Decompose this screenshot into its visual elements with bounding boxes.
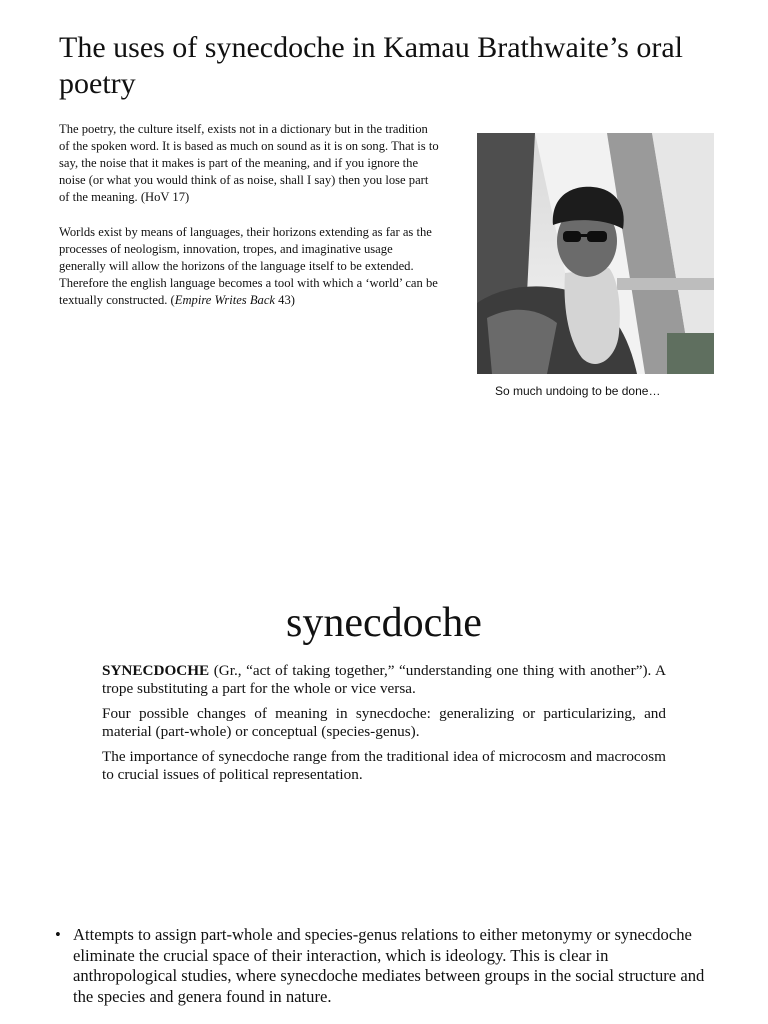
quote-hov: The poetry, the culture itself, exists not in a dictionary but in the tradition of the spoken word. It is based as much on sound as it is on song. That is to say, the noise that it makes is part of the meaning, and if you ignore the noise (or what you would think of as noise, shall I say) then you lose part of the meaning. (HoV 17) xyxy=(59,122,439,204)
slide-title: synecdoche xyxy=(286,600,482,646)
slide-title: The uses of synecdoche in Kamau Brathwaite’s oral poetry xyxy=(59,31,683,100)
definition-paragraph: Four possible changes of meaning in synecdoche: generalizing or particularizing, and material (part-whole) or conceptual (species-genus). xyxy=(102,705,666,740)
definition-term: SYNECDOCHE xyxy=(102,662,210,679)
quote-page: 43) xyxy=(275,293,295,307)
definition-paragraph: The importance of synecdoche range from the traditional idea of microcosm and macrocosm to crucial issues of political representation. xyxy=(102,748,666,783)
definition-text: (Gr., “act of taking together,” “understanding one thing with another”). A trope substituting a part for the whole or vice versa. xyxy=(102,662,666,697)
bullet-item xyxy=(55,925,715,1007)
portrait-photo xyxy=(477,133,714,374)
photo-caption: So much undoing to be done… xyxy=(495,384,661,398)
quote-empire-writes-back xyxy=(59,224,441,309)
definition-list xyxy=(102,662,666,791)
slide-brathwaite xyxy=(0,0,768,420)
quote-text: Worlds exist by means of languages, their horizons extending as far as the processes of neologism, innovation, tropes, and imaginative usage generally will allow the horizons of the language itself to be extended. Therefore the english language becomes a tool with which a ‘world’ can be textually constructed. ( xyxy=(59,225,438,307)
definition-paragraph xyxy=(102,662,666,698)
slide-bullet xyxy=(0,920,768,1024)
slide-synecdoche-definition xyxy=(0,590,768,810)
bullet-text: Attempts to assign part-whole and species-genus relations to either metonymy or synecdoche eliminate the crucial space of their interaction, which is ideology. This is clear in anthropological studies, where synecdoche mediates between groups in the social structure and the species and genera found in nature. xyxy=(73,925,705,1006)
bullet-symbol: • xyxy=(55,925,61,944)
quote-source-title: Empire Writes Back xyxy=(174,293,276,307)
